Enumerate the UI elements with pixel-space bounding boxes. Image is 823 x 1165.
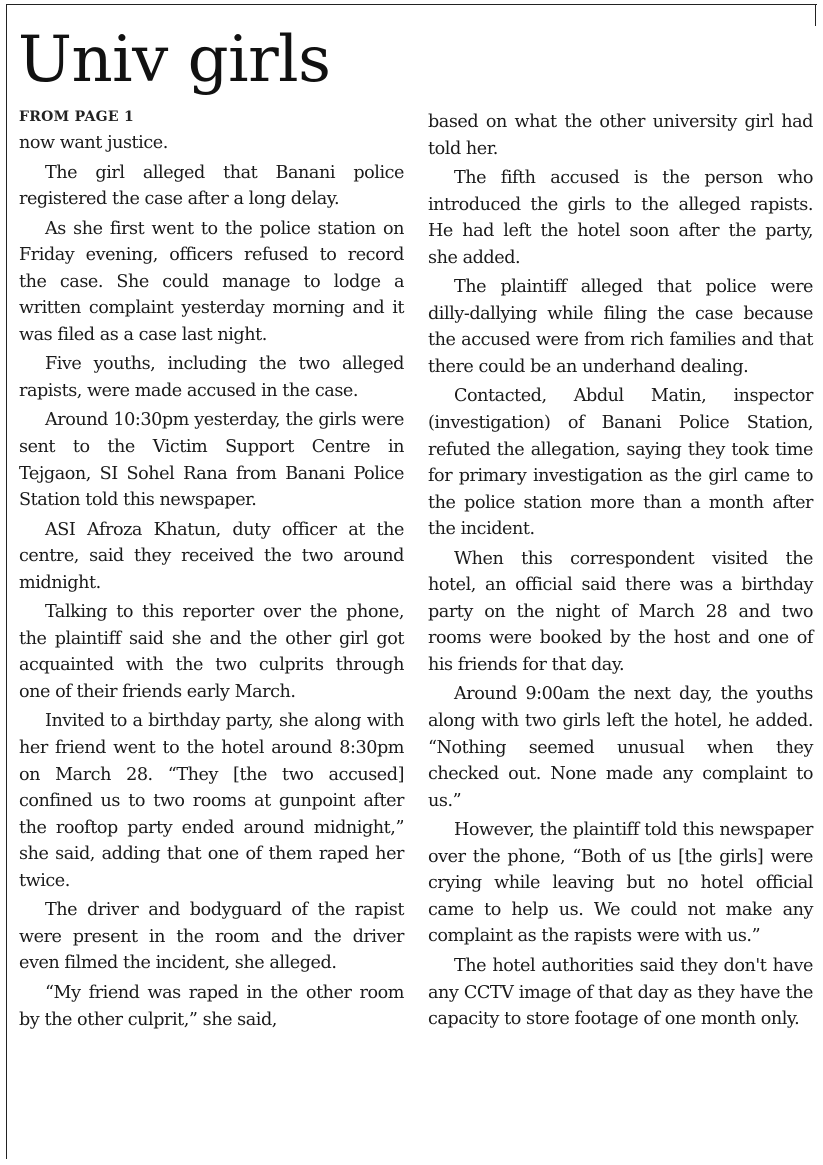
paragraph: now want justice. [19,133,168,153]
right-edge-rule [815,4,816,26]
paragraph: Five youths, including the two alleged rapists, were made accused in the case. [19,354,404,401]
left-column-rule [6,4,7,1159]
paragraph: Around 9:00am the next day, the youths along with two girls left the hotel, he added. “Nothing seemed unusual when they checked out. None made any complaint to us.” [428,684,813,811]
top-rule [6,4,817,5]
paragraph: The girl alleged that Banani police registered the case after a long delay. [19,162,404,210]
paragraph: However, the plaintiff told this newspaper over the phone, “Both of us [the girls] were crying while leaving but no hotel official came to help us. We could not make any complaint as the rapists were with us.” [428,820,813,947]
paragraph: ASI Afroza Khatun, duty officer at the centre, said they received the two around midnight. [19,519,404,593]
paragraph: The plaintiff alleged that police were dilly-dallying while filing the case because the accused were from rich families and that there could be an underhand dealing. [428,277,813,377]
paragraph: The hotel authorities said they don't have any CCTV image of that day as they have the capacity to store footage of one month only. [428,955,813,1030]
article-column-right [428,109,813,1036]
paragraph: “My friend was raped in the other room by the other culprit,” she said, [19,982,404,1030]
paragraph: The driver and bodyguard of the rapist were present in the room and the driver even filmed the incident, she alleged. [19,900,404,974]
paragraph: Talking to this reporter over the phone, the plaintiff said she and the other girl got acquainted with the two culprits through one of their friends early March. [19,602,404,702]
article-column-left [19,130,404,1036]
paragraph: The fifth accused is the person who introduced the girls to the alleged rapists. He had left the hotel soon after the party, she added. [428,168,813,268]
headline: Univ girls [18,23,331,97]
continuation-kicker: FROM PAGE 1 [19,109,135,125]
paragraph: When this correspondent visited the hotel, an official said there was a birthday party on the night of March 28 and two rooms were booked by the host and one of his friends for that day. [428,548,813,675]
paragraph: based on what the other university girl had told her. [428,112,813,159]
paragraph: Around 10:30pm yesterday, the girls were sent to the Victim Support Centre in Tejgaon, SI Sohel Rana from Banani Police Station told this newspaper. [19,410,404,511]
paragraph: Invited to a birthday party, she along with her friend went to the hotel around 8:30pm on March 28. “They [the two accused] confined us to two rooms at gunpoint after the rooftop party ended around midnight,” she said, adding that one of them raped her twice. [19,711,404,891]
paragraph: As she first went to the police station on Friday evening, officers refused to record the case. She could manage to lodge a written complaint yesterday morning and it was filed as a case last night. [19,218,404,345]
paragraph: Contacted, Abdul Matin, inspector (investigation) of Banani Police Station, refuted the allegation, saying they took time for primary investigation as the girl came to the police station more than a month after the incident. [428,386,813,540]
